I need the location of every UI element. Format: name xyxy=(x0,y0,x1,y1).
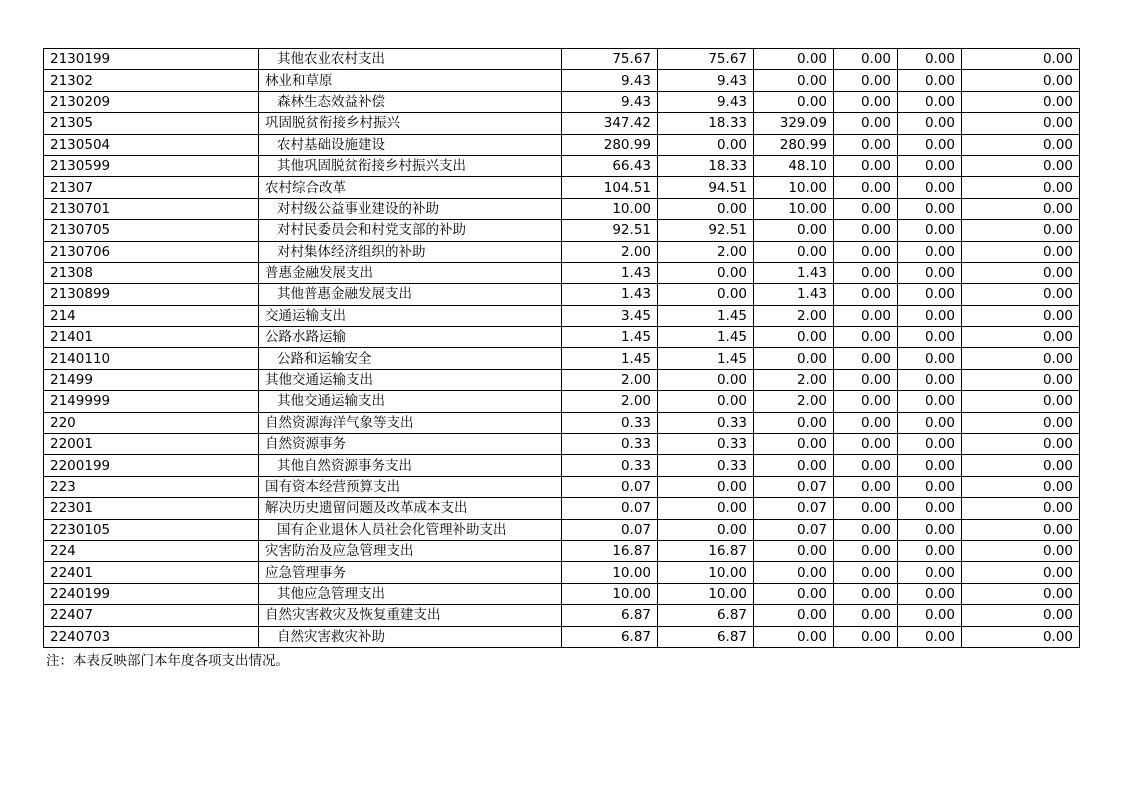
table-row xyxy=(44,348,1080,369)
amount-cell: 0.00 xyxy=(754,412,834,433)
amount-cell: 10.00 xyxy=(562,583,658,604)
amount-cell: 0.00 xyxy=(898,434,962,455)
amount-cell: 0.00 xyxy=(834,327,898,348)
amount-cell: 0.00 xyxy=(962,583,1080,604)
amount-cell: 0.00 xyxy=(658,369,754,390)
subject-name-cell: 自然资源事务 xyxy=(259,434,562,455)
amount-cell: 16.87 xyxy=(658,540,754,561)
amount-cell: 0.00 xyxy=(898,198,962,219)
subject-name-cell: 自然灾害救灾及恢复重建支出 xyxy=(259,605,562,626)
amount-cell: 0.00 xyxy=(834,476,898,497)
table-row xyxy=(44,369,1080,390)
subject-code-cell: 21401 xyxy=(44,327,259,348)
subject-name-cell: 农村基础设施建设 xyxy=(259,134,562,155)
amount-cell: 48.10 xyxy=(754,155,834,176)
subject-code-cell: 21307 xyxy=(44,177,259,198)
amount-cell: 9.43 xyxy=(658,91,754,112)
amount-cell: 0.00 xyxy=(658,498,754,519)
amount-cell: 0.00 xyxy=(834,626,898,647)
amount-cell: 9.43 xyxy=(562,91,658,112)
subject-name-cell: 应急管理事务 xyxy=(259,562,562,583)
amount-cell: 0.00 xyxy=(834,91,898,112)
amount-cell: 0.00 xyxy=(962,498,1080,519)
table-row xyxy=(44,305,1080,326)
subject-name-cell: 农村综合改革 xyxy=(259,177,562,198)
amount-cell: 0.07 xyxy=(754,519,834,540)
subject-name-cell: 其他巩固脱贫衔接乡村振兴支出 xyxy=(259,155,562,176)
amount-cell: 0.00 xyxy=(962,91,1080,112)
subject-code-cell: 2130705 xyxy=(44,220,259,241)
subject-name-cell: 其他普惠金融发展支出 xyxy=(259,284,562,305)
amount-cell: 2.00 xyxy=(562,241,658,262)
amount-cell: 92.51 xyxy=(658,220,754,241)
amount-cell: 0.00 xyxy=(834,583,898,604)
subject-name-cell: 其他交通运输支出 xyxy=(259,369,562,390)
amount-cell: 0.00 xyxy=(898,519,962,540)
amount-cell: 347.42 xyxy=(562,113,658,134)
table-row xyxy=(44,562,1080,583)
subject-code-cell: 2230105 xyxy=(44,519,259,540)
amount-cell: 0.00 xyxy=(962,605,1080,626)
table-row xyxy=(44,198,1080,219)
amount-cell: 0.00 xyxy=(754,241,834,262)
subject-name-cell: 普惠金融发展支出 xyxy=(259,262,562,283)
table-row xyxy=(44,70,1080,91)
subject-code-cell: 22301 xyxy=(44,498,259,519)
amount-cell: 10.00 xyxy=(658,562,754,583)
amount-cell: 16.87 xyxy=(562,540,658,561)
amount-cell: 0.00 xyxy=(962,284,1080,305)
amount-cell: 0.00 xyxy=(754,91,834,112)
amount-cell: 0.00 xyxy=(962,540,1080,561)
amount-cell: 0.00 xyxy=(834,262,898,283)
amount-cell: 0.00 xyxy=(834,198,898,219)
subject-name-cell: 对村级公益事业建设的补助 xyxy=(259,198,562,219)
amount-cell: 0.00 xyxy=(962,241,1080,262)
table-body xyxy=(44,49,1080,648)
amount-cell: 0.00 xyxy=(834,498,898,519)
amount-cell: 0.00 xyxy=(834,70,898,91)
table-row xyxy=(44,540,1080,561)
amount-cell: 1.45 xyxy=(562,348,658,369)
amount-cell: 0.00 xyxy=(898,476,962,497)
subject-code-cell: 2130706 xyxy=(44,241,259,262)
table-row xyxy=(44,262,1080,283)
amount-cell: 10.00 xyxy=(754,177,834,198)
amount-cell: 0.00 xyxy=(834,241,898,262)
amount-cell: 0.00 xyxy=(898,583,962,604)
amount-cell: 0.00 xyxy=(658,134,754,155)
amount-cell: 0.33 xyxy=(658,455,754,476)
subject-code-cell: 22401 xyxy=(44,562,259,583)
amount-cell: 0.00 xyxy=(834,434,898,455)
amount-cell: 0.00 xyxy=(962,434,1080,455)
amount-cell: 0.00 xyxy=(962,455,1080,476)
amount-cell: 329.09 xyxy=(754,113,834,134)
amount-cell: 0.00 xyxy=(834,113,898,134)
amount-cell: 0.00 xyxy=(834,134,898,155)
amount-cell: 0.00 xyxy=(834,412,898,433)
subject-name-cell: 其他交通运输支出 xyxy=(259,391,562,412)
amount-cell: 0.00 xyxy=(962,305,1080,326)
amount-cell: 0.00 xyxy=(834,220,898,241)
amount-cell: 75.67 xyxy=(658,49,754,70)
amount-cell: 0.00 xyxy=(834,605,898,626)
amount-cell: 0.00 xyxy=(754,434,834,455)
amount-cell: 2.00 xyxy=(754,369,834,390)
amount-cell: 0.00 xyxy=(898,177,962,198)
amount-cell: 2.00 xyxy=(658,241,754,262)
amount-cell: 0.00 xyxy=(834,284,898,305)
amount-cell: 0.07 xyxy=(562,519,658,540)
amount-cell: 1.45 xyxy=(658,327,754,348)
amount-cell: 0.00 xyxy=(834,391,898,412)
subject-code-cell: 2130599 xyxy=(44,155,259,176)
subject-name-cell: 其他自然资源事务支出 xyxy=(259,455,562,476)
amount-cell: 1.43 xyxy=(562,262,658,283)
amount-cell: 1.45 xyxy=(658,305,754,326)
amount-cell: 75.67 xyxy=(562,49,658,70)
amount-cell: 280.99 xyxy=(562,134,658,155)
amount-cell: 0.00 xyxy=(962,519,1080,540)
amount-cell: 10.00 xyxy=(562,198,658,219)
table-row xyxy=(44,113,1080,134)
subject-code-cell: 2130209 xyxy=(44,91,259,112)
amount-cell: 0.00 xyxy=(834,305,898,326)
subject-code-cell: 21308 xyxy=(44,262,259,283)
amount-cell: 18.33 xyxy=(658,155,754,176)
amount-cell: 0.00 xyxy=(754,220,834,241)
expenditure-table xyxy=(43,48,1080,648)
table-row xyxy=(44,241,1080,262)
subject-name-cell: 森林生态效益补偿 xyxy=(259,91,562,112)
amount-cell: 0.00 xyxy=(754,70,834,91)
amount-cell: 0.00 xyxy=(962,476,1080,497)
amount-cell: 2.00 xyxy=(754,305,834,326)
amount-cell: 0.00 xyxy=(898,540,962,561)
amount-cell: 10.00 xyxy=(754,198,834,219)
amount-cell: 1.43 xyxy=(754,262,834,283)
table-row xyxy=(44,583,1080,604)
amount-cell: 0.00 xyxy=(962,391,1080,412)
table-row xyxy=(44,519,1080,540)
subject-code-cell: 2130199 xyxy=(44,49,259,70)
subject-code-cell: 224 xyxy=(44,540,259,561)
subject-name-cell: 灾害防治及应急管理支出 xyxy=(259,540,562,561)
subject-code-cell: 2140110 xyxy=(44,348,259,369)
subject-name-cell: 交通运输支出 xyxy=(259,305,562,326)
amount-cell: 0.33 xyxy=(658,434,754,455)
table-note: 注：本表反映部门本年度各项支出情况。 xyxy=(46,653,289,669)
amount-cell: 0.00 xyxy=(898,262,962,283)
amount-cell: 0.00 xyxy=(834,562,898,583)
subject-name-cell: 解决历史遗留问题及改革成本支出 xyxy=(259,498,562,519)
amount-cell: 0.00 xyxy=(754,583,834,604)
amount-cell: 1.43 xyxy=(754,284,834,305)
subject-name-cell: 其他农业农村支出 xyxy=(259,49,562,70)
subject-code-cell: 22001 xyxy=(44,434,259,455)
amount-cell: 0.07 xyxy=(562,476,658,497)
amount-cell: 0.00 xyxy=(898,348,962,369)
subject-name-cell: 公路和运输安全 xyxy=(259,348,562,369)
amount-cell: 10.00 xyxy=(562,562,658,583)
amount-cell: 0.00 xyxy=(962,49,1080,70)
amount-cell: 0.00 xyxy=(754,605,834,626)
amount-cell: 6.87 xyxy=(562,626,658,647)
table-row xyxy=(44,412,1080,433)
subject-code-cell: 2130504 xyxy=(44,134,259,155)
amount-cell: 0.33 xyxy=(562,434,658,455)
amount-cell: 0.00 xyxy=(754,540,834,561)
amount-cell: 0.00 xyxy=(898,241,962,262)
amount-cell: 0.00 xyxy=(658,476,754,497)
table-row xyxy=(44,455,1080,476)
table-row xyxy=(44,434,1080,455)
amount-cell: 2.00 xyxy=(562,369,658,390)
amount-cell: 0.33 xyxy=(658,412,754,433)
amount-cell: 0.07 xyxy=(754,498,834,519)
amount-cell: 1.43 xyxy=(562,284,658,305)
subject-code-cell: 2200199 xyxy=(44,455,259,476)
subject-name-cell: 林业和草原 xyxy=(259,70,562,91)
amount-cell: 9.43 xyxy=(658,70,754,91)
amount-cell: 0.00 xyxy=(834,369,898,390)
table-row xyxy=(44,605,1080,626)
amount-cell: 0.00 xyxy=(658,262,754,283)
subject-code-cell: 21499 xyxy=(44,369,259,390)
amount-cell: 6.87 xyxy=(658,626,754,647)
amount-cell: 1.45 xyxy=(658,348,754,369)
subject-name-cell: 对村集体经济组织的补助 xyxy=(259,241,562,262)
amount-cell: 0.00 xyxy=(962,626,1080,647)
table-row xyxy=(44,49,1080,70)
amount-cell: 0.00 xyxy=(898,412,962,433)
amount-cell: 0.00 xyxy=(962,348,1080,369)
table-row xyxy=(44,626,1080,647)
amount-cell: 0.00 xyxy=(898,220,962,241)
subject-code-cell: 2240199 xyxy=(44,583,259,604)
amount-cell: 0.00 xyxy=(962,134,1080,155)
amount-cell: 0.00 xyxy=(754,49,834,70)
amount-cell: 0.00 xyxy=(962,369,1080,390)
subject-name-cell: 巩固脱贫衔接乡村振兴 xyxy=(259,113,562,134)
amount-cell: 0.07 xyxy=(562,498,658,519)
amount-cell: 0.00 xyxy=(834,519,898,540)
subject-code-cell: 2149999 xyxy=(44,391,259,412)
amount-cell: 18.33 xyxy=(658,113,754,134)
subject-code-cell: 214 xyxy=(44,305,259,326)
amount-cell: 0.00 xyxy=(962,113,1080,134)
amount-cell: 2.00 xyxy=(754,391,834,412)
amount-cell: 0.00 xyxy=(962,562,1080,583)
subject-name-cell: 国有企业退休人员社会化管理补助支出 xyxy=(259,519,562,540)
amount-cell: 0.33 xyxy=(562,412,658,433)
amount-cell: 0.00 xyxy=(754,562,834,583)
amount-cell: 104.51 xyxy=(562,177,658,198)
amount-cell: 0.00 xyxy=(962,198,1080,219)
amount-cell: 0.07 xyxy=(754,476,834,497)
amount-cell: 0.00 xyxy=(962,327,1080,348)
amount-cell: 0.00 xyxy=(834,177,898,198)
table-row xyxy=(44,498,1080,519)
subject-code-cell: 2130701 xyxy=(44,198,259,219)
amount-cell: 0.00 xyxy=(658,198,754,219)
amount-cell: 0.00 xyxy=(754,327,834,348)
amount-cell: 0.00 xyxy=(754,455,834,476)
amount-cell: 0.00 xyxy=(754,626,834,647)
table-row xyxy=(44,476,1080,497)
amount-cell: 0.00 xyxy=(658,391,754,412)
amount-cell: 0.00 xyxy=(898,284,962,305)
subject-name-cell: 自然灾害救灾补助 xyxy=(259,626,562,647)
amount-cell: 0.00 xyxy=(962,155,1080,176)
table-row xyxy=(44,220,1080,241)
amount-cell: 0.00 xyxy=(898,113,962,134)
subject-name-cell: 自然资源海洋气象等支出 xyxy=(259,412,562,433)
amount-cell: 9.43 xyxy=(562,70,658,91)
amount-cell: 0.00 xyxy=(834,540,898,561)
amount-cell: 0.00 xyxy=(962,70,1080,91)
table-row xyxy=(44,91,1080,112)
amount-cell: 10.00 xyxy=(658,583,754,604)
amount-cell: 66.43 xyxy=(562,155,658,176)
amount-cell: 0.00 xyxy=(898,91,962,112)
subject-code-cell: 21302 xyxy=(44,70,259,91)
amount-cell: 0.00 xyxy=(658,519,754,540)
amount-cell: 0.00 xyxy=(898,155,962,176)
amount-cell: 0.00 xyxy=(898,369,962,390)
amount-cell: 0.00 xyxy=(898,391,962,412)
amount-cell: 2.00 xyxy=(562,391,658,412)
amount-cell: 0.00 xyxy=(834,455,898,476)
amount-cell: 92.51 xyxy=(562,220,658,241)
subject-code-cell: 2240703 xyxy=(44,626,259,647)
subject-name-cell: 国有资本经营预算支出 xyxy=(259,476,562,497)
table-row xyxy=(44,177,1080,198)
amount-cell: 0.00 xyxy=(962,412,1080,433)
amount-cell: 6.87 xyxy=(658,605,754,626)
subject-code-cell: 223 xyxy=(44,476,259,497)
amount-cell: 0.00 xyxy=(898,562,962,583)
amount-cell: 0.00 xyxy=(898,70,962,91)
amount-cell: 0.00 xyxy=(962,262,1080,283)
table-row xyxy=(44,134,1080,155)
amount-cell: 0.00 xyxy=(898,626,962,647)
amount-cell: 0.00 xyxy=(658,284,754,305)
amount-cell: 0.00 xyxy=(898,134,962,155)
subject-code-cell: 220 xyxy=(44,412,259,433)
amount-cell: 0.00 xyxy=(898,49,962,70)
amount-cell: 3.45 xyxy=(562,305,658,326)
amount-cell: 0.00 xyxy=(834,155,898,176)
amount-cell: 0.33 xyxy=(562,455,658,476)
table-row xyxy=(44,391,1080,412)
amount-cell: 0.00 xyxy=(834,49,898,70)
amount-cell: 6.87 xyxy=(562,605,658,626)
table-row xyxy=(44,327,1080,348)
amount-cell: 0.00 xyxy=(898,498,962,519)
table-row xyxy=(44,284,1080,305)
amount-cell: 0.00 xyxy=(898,605,962,626)
subject-code-cell: 2130899 xyxy=(44,284,259,305)
amount-cell: 0.00 xyxy=(898,305,962,326)
amount-cell: 1.45 xyxy=(562,327,658,348)
subject-name-cell: 其他应急管理支出 xyxy=(259,583,562,604)
table-row xyxy=(44,155,1080,176)
subject-code-cell: 22407 xyxy=(44,605,259,626)
amount-cell: 0.00 xyxy=(754,348,834,369)
amount-cell: 0.00 xyxy=(962,177,1080,198)
amount-cell: 0.00 xyxy=(962,220,1080,241)
amount-cell: 280.99 xyxy=(754,134,834,155)
amount-cell: 0.00 xyxy=(834,348,898,369)
subject-code-cell: 21305 xyxy=(44,113,259,134)
subject-name-cell: 对村民委员会和村党支部的补助 xyxy=(259,220,562,241)
amount-cell: 0.00 xyxy=(898,327,962,348)
subject-name-cell: 公路水路运输 xyxy=(259,327,562,348)
amount-cell: 0.00 xyxy=(898,455,962,476)
amount-cell: 94.51 xyxy=(658,177,754,198)
